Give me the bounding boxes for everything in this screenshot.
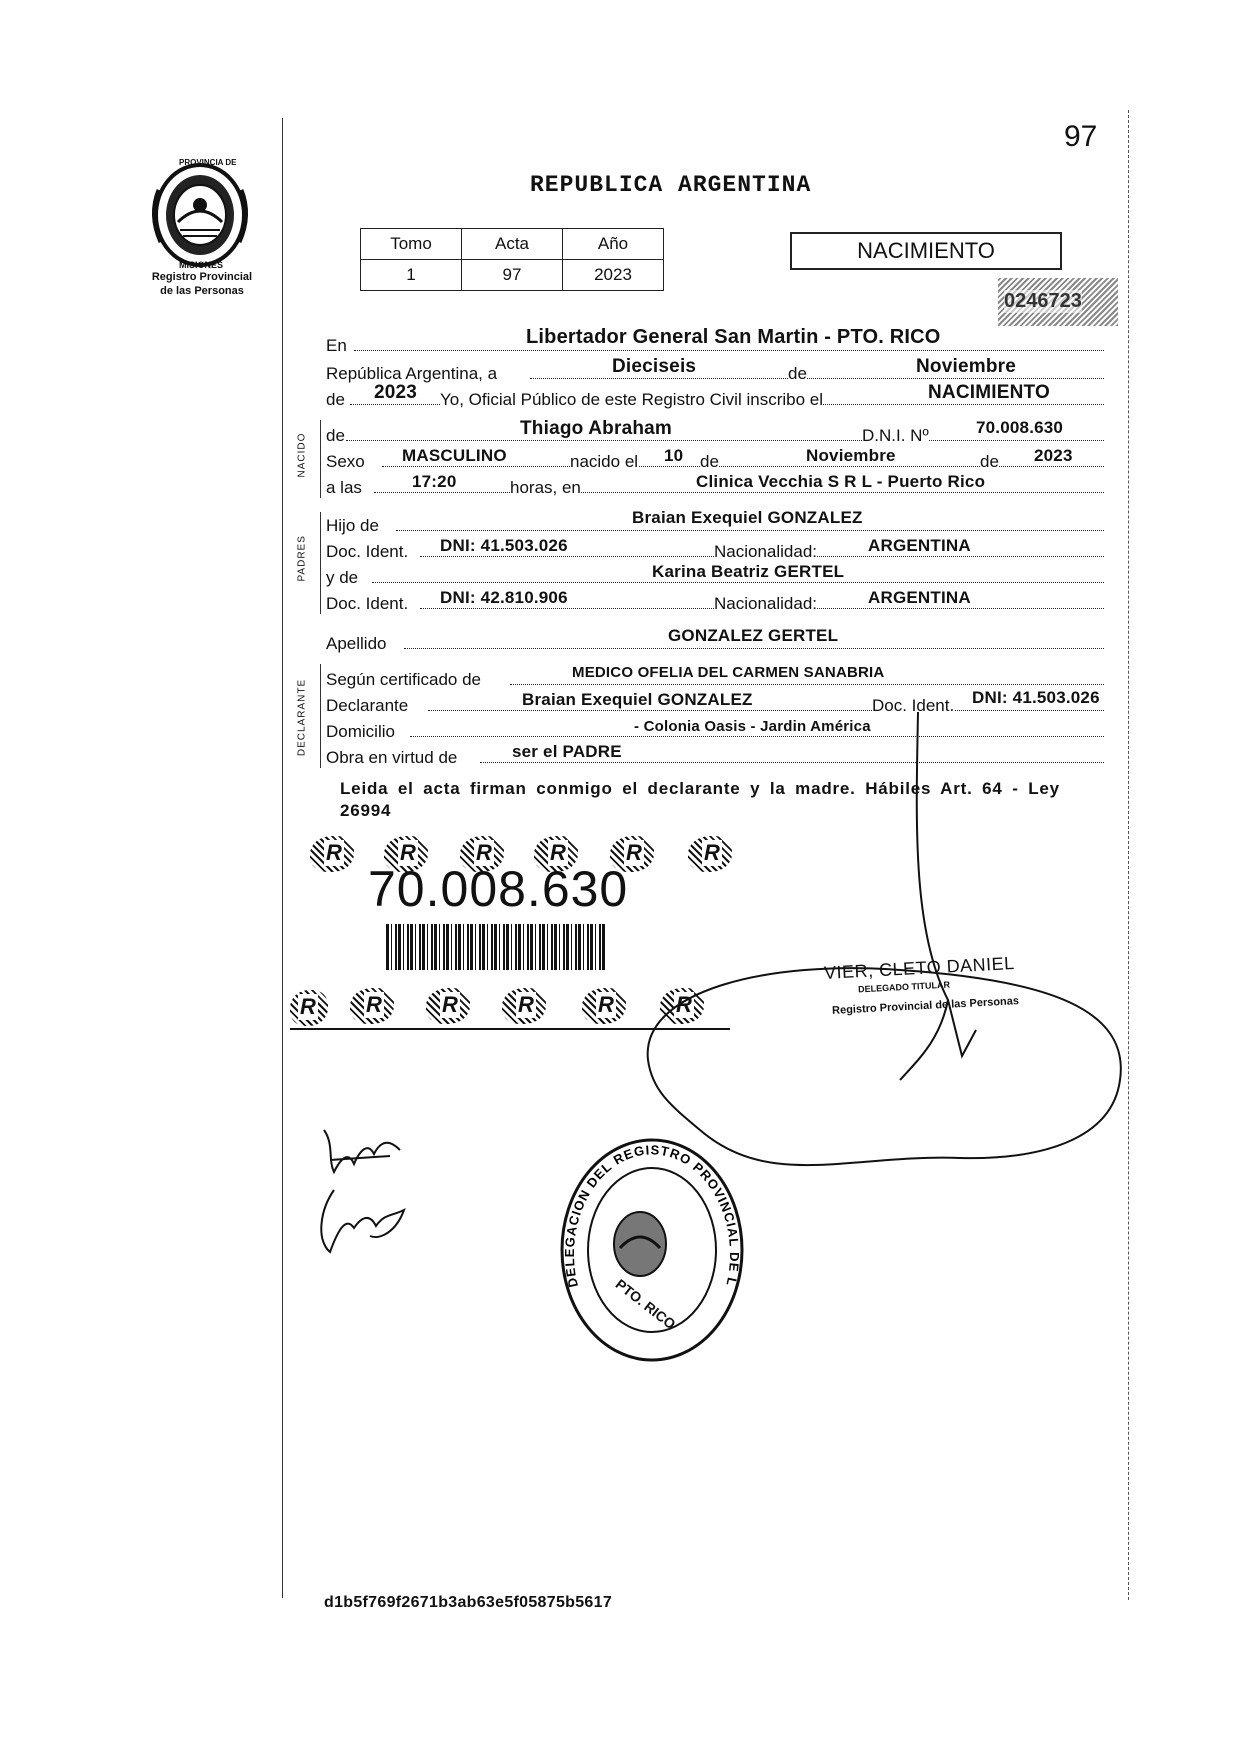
serial-box — [998, 278, 1118, 326]
table-header: Año — [563, 229, 664, 260]
horas-label: horas, en — [510, 478, 581, 497]
domicilio-value: - Colonia Oasis - Jardin América — [634, 718, 871, 735]
nac-label-mother: Nacionalidad: — [714, 594, 818, 613]
de-label-3: de — [326, 426, 345, 445]
declarante-section-label: DECLARANTE — [296, 678, 308, 757]
table-header: Acta — [462, 229, 563, 260]
barcode — [386, 924, 606, 970]
birth-place: Clinica Vecchia S R L - Puerto Rico — [696, 472, 986, 491]
obra-value: ser el PADRE — [512, 742, 622, 761]
sexo-value: MASCULINO — [402, 446, 507, 465]
misiones-seal-icon — [145, 160, 255, 270]
yde-label: y de — [326, 568, 359, 587]
seal-text-bottom: MISIONES — [179, 260, 224, 270]
mother-name: Karina Beatriz GERTEL — [652, 562, 845, 581]
alas-label: a las — [326, 478, 362, 497]
place-value: Libertador General San Martin - PTO. RICO — [526, 326, 941, 348]
apellido-label: Apellido — [326, 634, 387, 653]
cert-label: Según certificado de — [326, 670, 481, 689]
doc-label-declarante: Doc. Ident. — [872, 696, 955, 715]
birth-month: Noviembre — [806, 446, 896, 465]
event-value: NACIMIENTO — [928, 382, 1050, 403]
stamp-dni: 70.008.630 — [368, 861, 629, 917]
domicilio-label: Domicilio — [326, 722, 395, 741]
handwritten-initials — [310, 1120, 420, 1270]
cert-value: MEDICO OFELIA DEL CARMEN SANABRIA — [572, 664, 885, 681]
apellido-value: GONZALEZ GERTEL — [668, 626, 839, 645]
declarante-doc: DNI: 41.503.026 — [972, 688, 1100, 707]
seal-text-top: PROVINCIA DE — [179, 158, 237, 167]
table-header: Tomo — [361, 229, 462, 260]
table-cell: 97 — [462, 260, 563, 291]
table-cell: 2023 — [563, 260, 664, 291]
closing-note: Leida el acta firman conmigo el declarante y la madre. Hábiles Art. 64 - Ley 26994 — [340, 779, 1060, 820]
logo-org-line1: Registro Provincial — [151, 271, 253, 283]
round-seal-place: PTO. RICO — [612, 1275, 679, 1333]
padres-section-label: PADRES — [296, 535, 308, 582]
year-value: 2023 — [374, 382, 418, 403]
month-value: Noviembre — [916, 356, 1017, 377]
doc-label-mother: Doc. Ident. — [326, 594, 409, 613]
birth-year: 2023 — [1034, 446, 1073, 465]
de-label-1: de — [788, 364, 807, 383]
serial-number: 0246723 — [1004, 290, 1082, 312]
nac-label-father: Nacionalidad: — [714, 542, 818, 561]
security-pattern-top: R R R R R R — [310, 836, 750, 876]
registry-table-header-row — [361, 229, 664, 260]
round-seal-text: DELEGACION DEL REGISTRO PROVINCIAL DE L — [561, 1142, 743, 1289]
registrar-name: VIER, CLETO DANIEL — [823, 953, 1016, 983]
province-logo — [145, 160, 255, 270]
nacido-label: nacido el — [570, 452, 639, 471]
logo-org-line2: de las Personas — [160, 285, 244, 297]
birth-day: 10 — [664, 446, 684, 465]
round-seal — [558, 1136, 746, 1364]
child-dni: 70.008.630 — [976, 418, 1064, 437]
father-nationality: ARGENTINA — [868, 536, 971, 555]
obra-label: Obra en virtud de — [326, 748, 458, 767]
document-hash: d1b5f769f2671b3ab63e5f05875b5617 — [324, 1594, 613, 1611]
registry-table — [360, 228, 664, 291]
mother-nationality: ARGENTINA — [868, 588, 971, 607]
en-label: En — [326, 336, 347, 355]
sexo-label: Sexo — [326, 452, 365, 471]
day-value: Dieciseis — [612, 356, 697, 377]
dni-label: D.N.I. Nº — [862, 426, 929, 445]
doc-type-box: NACIMIENTO — [790, 232, 1062, 270]
nacido-section-label: NACIDO — [296, 432, 308, 478]
registry-table-value-row — [361, 260, 664, 291]
declarante-value: Braian Exequiel GONZALEZ — [522, 690, 753, 709]
table-cell: 1 — [361, 260, 462, 291]
registrar-org: Registro Provincial de las Personas — [831, 995, 1020, 1017]
left-margin-rule — [282, 118, 283, 1598]
de-label-4: de — [700, 452, 719, 471]
registry-text: Yo, Oficial Público de este Registro Civil inscribo el — [440, 390, 823, 409]
father-doc: DNI: 41.503.026 — [440, 536, 568, 555]
mother-doc: DNI: 42.810.906 — [440, 588, 568, 607]
security-pattern-bottom: R R R R R R — [290, 988, 760, 1028]
republica-label: República Argentina, a — [326, 364, 498, 383]
birth-time: 17:20 — [412, 472, 457, 491]
page-title: REPUBLICA ARGENTINA — [530, 172, 812, 198]
hijo-label: Hijo de — [326, 516, 379, 535]
registrar-role: DELEGADO TITULAR — [857, 979, 951, 995]
de-label-2: de — [326, 390, 345, 409]
father-name: Braian Exequiel GONZALEZ — [632, 508, 863, 527]
page-number: 97 — [1064, 120, 1098, 153]
child-name: Thiago Abraham — [520, 418, 672, 439]
de-label-5: de — [980, 452, 999, 471]
doc-label-father: Doc. Ident. — [326, 542, 409, 561]
declarante-label: Declarante — [326, 696, 409, 715]
